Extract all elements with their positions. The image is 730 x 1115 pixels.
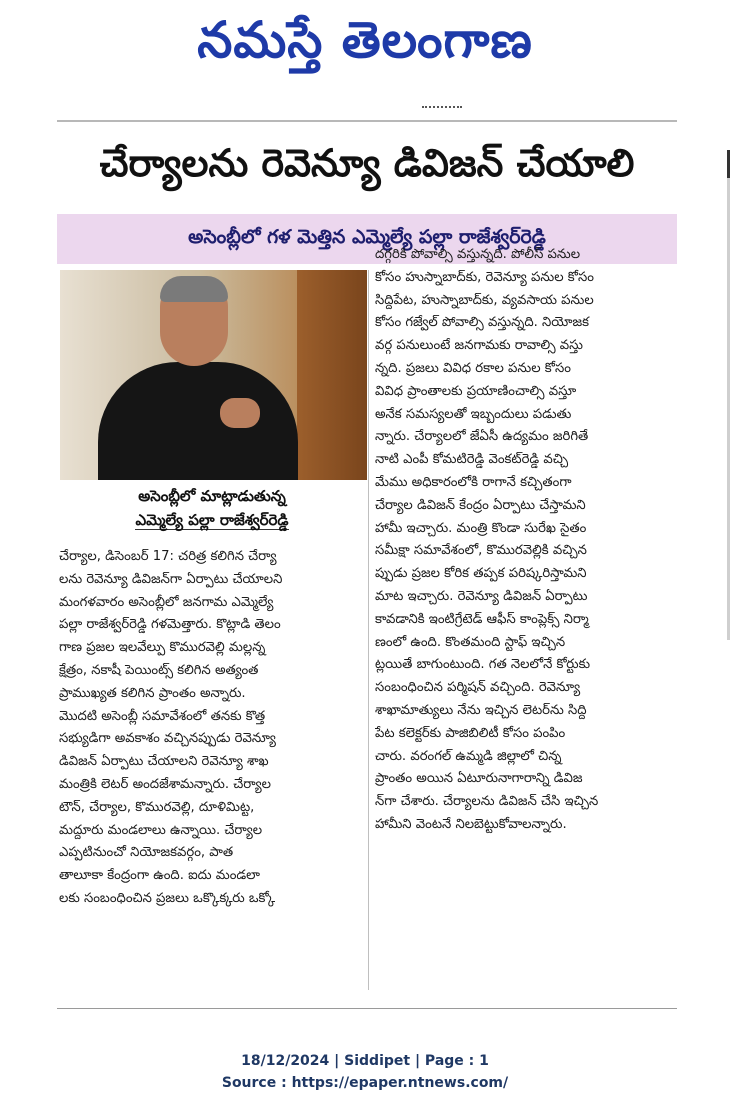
article-text-line: గాణ ప్రజల ఇలవేల్పు కొమురవెల్లి మల్లన్న [59, 640, 266, 656]
article-text-line: లను రెవెన్యూ డివిజన్‌గా ఏర్పాటు చేయాలని [59, 571, 283, 587]
article-headline: చేర్యాలను రెవెన్యూ డివిజన్ చేయాలి [99, 141, 635, 185]
article-text-line: హామీని వెంటనే నిలబెట్టుకోవాలన్నారు. [375, 816, 567, 832]
article-text-line: మొదటి అసెంబ్లీ సమావేశంలో తనకు కొత్త [59, 708, 266, 724]
article-text-line: న్నారు. చేర్యాలలో జేఏసీ ఉద్యమం జరిగితే [375, 429, 589, 445]
article-text-line: చారు. వరంగల్ ఉమ్మడి జిల్లాలో చిన్న [375, 748, 562, 764]
masthead-title: నమస్తే తెలంగాణ [197, 10, 533, 69]
article-text-line: శాఖామాత్యులు నేను ఇచ్చిన లెటర్‌ను సిద్ది [375, 702, 587, 718]
article-right-column [375, 244, 675, 837]
article-text-line: క్షేత్రం, నకాషీ పెయింట్స్ కలిగిన అత్యంత [59, 662, 259, 678]
column-divider [368, 270, 369, 990]
article-text-line: మాట ఇచ్చారు. రెవెన్యూ డివిజన్ ఏర్పాటు [375, 588, 588, 604]
photo-caption-line: ఎమ్మెల్యే పల్లా రాజేశ్వర్‌రెడ్డి [135, 511, 289, 529]
top-divider [57, 106, 677, 122]
photo-caption-line: అసెంబ్లీలో మాట్లాడుతున్న [138, 487, 286, 505]
article-text-line: పేట కలెక్టర్‌కు పాజిబిలిటీ కోసం పంపిం [375, 725, 566, 741]
footer-source: Source : https://epaper.ntnews.com/ [221, 1075, 509, 1091]
article-text-line: తాలూకా కేంద్రంగా ఉంది. ఐదు మండలా [59, 868, 260, 884]
newspaper-masthead [0, 0, 730, 92]
bottom-divider [57, 1008, 677, 1009]
article-text-line: పల్లా రాజేశ్వర్‌రెడ్డి గళమెత్తారు. కొట్లాడి తెలం [59, 617, 281, 633]
article-text-line: మంగళవారం అసెంబ్లీలో జనగామ ఎమ్మెల్యే [59, 594, 274, 610]
article-text-line: మద్దూరు మండలాలు ఉన్నాయి. చేర్యాల [59, 822, 263, 838]
article-text-line: కోసం హుస్నాబాద్‌కు, రెవెన్యూ పనుల కోసం [375, 269, 594, 285]
article-text-line: వివిధ ప్రాంతాలకు ప్రయాణించాల్సి వస్తూ [375, 383, 577, 399]
article-left-column [59, 546, 364, 911]
footer-date-page: 18/12/2024 | Siddipet | Page : 1 [241, 1053, 489, 1069]
article-text-line: చేర్యాల, డిసెంబర్ 17: చరిత్ర కలిగిన చేర్యా [59, 549, 277, 564]
article-text-line: కావడానికి ఇంటిగ్రేటెడ్ ఆఫీస్ కాంప్లెక్స్ నిర్మా [375, 611, 589, 627]
article-text-line: న్నది. ప్రజలు వివిధ రకాల పనుల కోసం [375, 360, 571, 376]
article-text-line: ప్పుడు ప్రజల కోరిక తప్పక పరిష్కరిస్తామని [375, 566, 587, 582]
article-text-line: సంబంధించిన పర్మిషన్ వచ్చింది. రెవెన్యూ [375, 680, 581, 696]
article-text-line: దగ్గరికి పోవాల్సి వస్తున్నది. పోలీస్ పనుల [375, 247, 581, 262]
article-text-line: సిద్దిపేట, హుస్నాబాద్‌కు, వ్యవసాయ పనుల [375, 292, 594, 308]
news-clipping [57, 98, 677, 1028]
article-text-line: డివిజన్ ఏర్పాటు చేయాలని రెవెన్యూ శాఖ [59, 754, 269, 770]
article-text-line: కోసం గజ్వేల్ పోవాల్సి వస్తున్నది. నియోజక [375, 315, 589, 331]
article-text-line: సమీక్షా సమావేశంలో, కొమురవెల్లికి వచ్చిన [375, 543, 587, 559]
article-text-line: మేము అధికారంలోకి రాగానే కచ్చితంగా [375, 474, 572, 490]
article-text-line: ఎప్పటినుంచో నియోజకవర్గం, పాత [59, 845, 234, 861]
article-text-line: వర్గ పనులుంటే జనగామకు రావాల్సి వస్తు [375, 338, 583, 354]
clipping-footer [0, 1050, 730, 1094]
article-subheadline: అసెంబ్లీలో గళ మెత్తిన ఎమ్మెల్యే పల్లా రాజేశ్వర్‌రెడ్డి [188, 225, 546, 248]
article-text-line: మంత్రికి లెటర్ అందజేశామన్నారు. చేర్యాల [59, 776, 271, 792]
photo-caption [57, 484, 367, 532]
article-text-line: చేర్యాల డివిజన్ కేంద్రం ఏర్పాటు చేస్తామని [375, 497, 586, 513]
article-text-line: ణంలో ఉంది. కొంతమంది స్టాఫ్ ఇచ్చిన [375, 634, 566, 650]
article-text-line: అనేక సమస్యలతో ఇబ్బందులు పడుతు [375, 406, 572, 422]
article-text-line: ట్లయితే బాగుంటుంది. గత నెలలోనే కోర్టుకు [375, 657, 591, 673]
article-text-line: హామీ ఇచ్చారు. మంత్రి కొండా సురేఖ సైతం [375, 520, 587, 536]
article-text-line: లకు సంబంధించిన ప్రజలు ఒక్కొక్కరు ఒక్కో [59, 890, 276, 906]
mla-photo [60, 270, 367, 480]
article-text-line: ప్రాంతం అయిన ఏటూరునాగారాన్ని డివిజ [375, 771, 583, 787]
article-text-line: టౌన్, చేర్యాల, కొమురవెల్లి, దూళిమిట్ట, [59, 799, 255, 815]
article-text-line: సభ్యుడిగా అవకాశం వచ్చినప్పుడు రెవెన్యూ [59, 731, 276, 747]
article-text-line: న్‌గా చేశారు. చేర్యాలను డివిజన్ చేసి ఇచ్చిన [375, 794, 599, 810]
article-text-line: నాటి ఎంపీ కోమటిరెడ్డి వెంకట్‌రెడ్డి వచ్చి [375, 452, 569, 468]
article-text-line: ప్రాముఖ్యత కలిగిన ప్రాంతం అన్నారు. [59, 685, 246, 701]
